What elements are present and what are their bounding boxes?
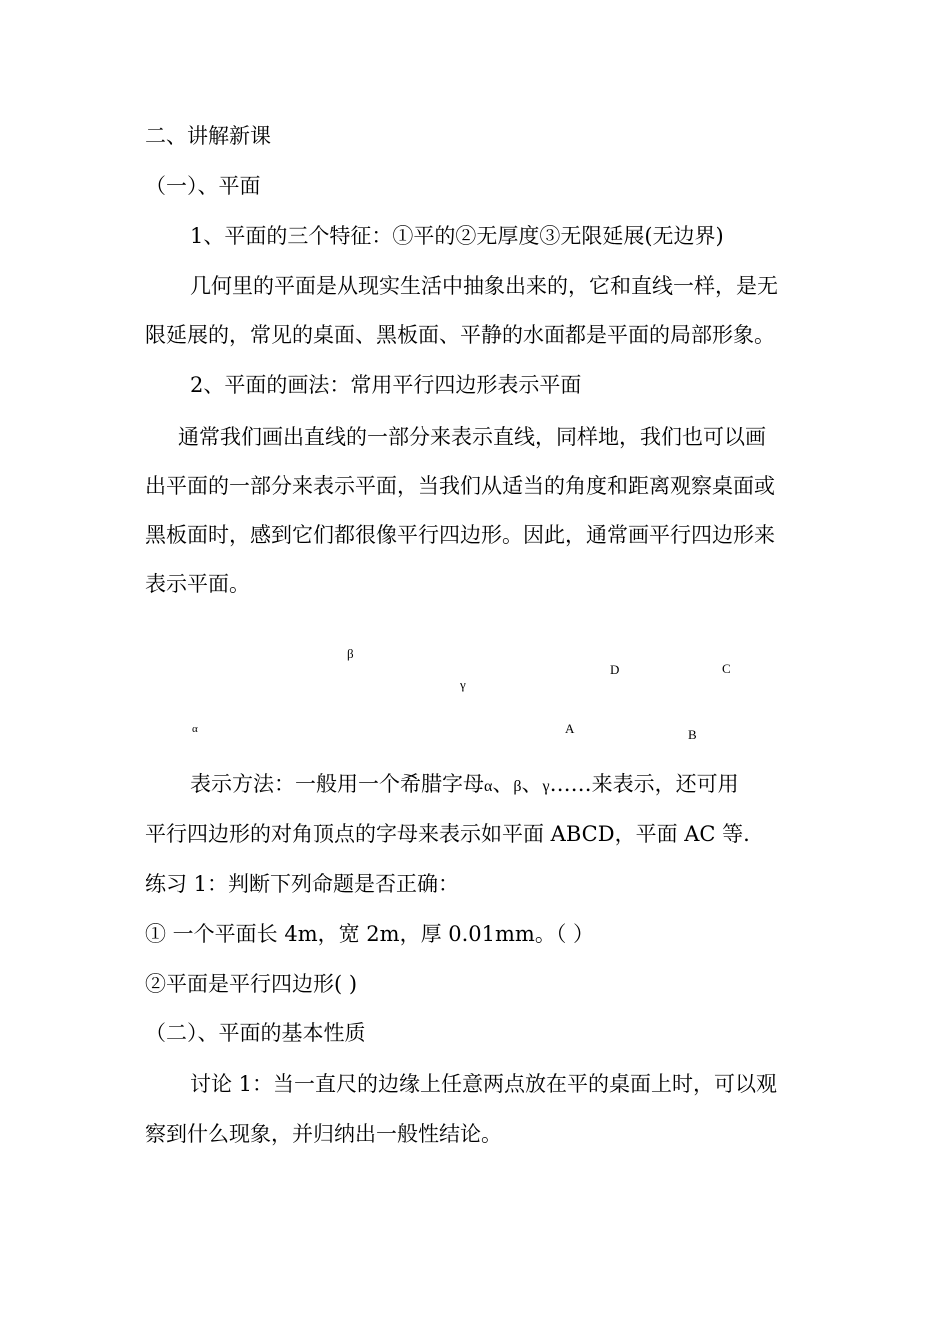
notation-line-2: 平行四边形的对角顶点的字母来表示如平面 ABCD，平面 AC 等. (145, 822, 750, 846)
discussion-line: 察到什么现象，并归纳出一般性结论。 (145, 1122, 502, 1146)
drawing-method-heading: 2、平面的画法：常用平行四边形表示平面 (190, 373, 582, 397)
paragraph-line: 限延展的，常见的桌面、黑板面、平静的水面都是平面的局部形象。 (145, 323, 775, 347)
label-alpha: α (192, 723, 198, 735)
discussion-line: 讨论 1：当一直尺的边缘上任意两点放在平的桌面上时，可以观 (190, 1072, 778, 1096)
notation-tail: ……来表示，还可用 (549, 772, 739, 796)
paragraph-line: 出平面的一部分来表示平面，当我们从适当的角度和距离观察桌面或 (145, 474, 775, 498)
subsection-heading-properties: （二）、平面的基本性质 (145, 1021, 366, 1045)
notation-separator: 、 (521, 772, 543, 796)
subsection-heading-plane: （一）、平面 (145, 174, 261, 198)
paragraph-line: 通常我们画出直线的一部分来表示直线，同样地，我们也可以画 (178, 425, 766, 449)
section-heading: 二、讲解新课 (145, 124, 271, 148)
label-vertex-d: D (610, 662, 620, 677)
exercise-heading: 练习 1：判断下列命题是否正确： (145, 872, 460, 896)
notation-beta: β (513, 778, 522, 795)
label-vertex-b: B (688, 727, 697, 742)
plane-features-line: 1、平面的三个特征：①平的②无厚度③无限延展(无边界) (190, 224, 724, 248)
paragraph-line: 几何里的平面是从现实生活中抽象出来的，它和直线一样，是无 (190, 274, 778, 298)
paragraph-line: 表示平面。 (145, 572, 250, 596)
label-gamma: γ (460, 677, 466, 692)
notation-lead: 表示方法：一般用一个希腊字母 (190, 772, 484, 796)
label-vertex-c: C (722, 661, 731, 676)
notation-line (190, 770, 739, 801)
notation-separator: 、 (492, 772, 514, 796)
label-vertex-a: A (565, 721, 575, 736)
label-beta: β (347, 646, 354, 661)
notation-alpha: α (484, 778, 493, 795)
exercise-item-2: ②平面是平行四边形( ) (145, 972, 358, 996)
paragraph-line: 黑板面时，感到它们都很像平行四边形。因此，通常画平行四边形来 (145, 523, 775, 547)
notation-gamma: γ (542, 778, 550, 795)
exercise-item-1: ① 一个平面长 4m，宽 2m，厚 0.01mm。（ ） (145, 922, 595, 946)
